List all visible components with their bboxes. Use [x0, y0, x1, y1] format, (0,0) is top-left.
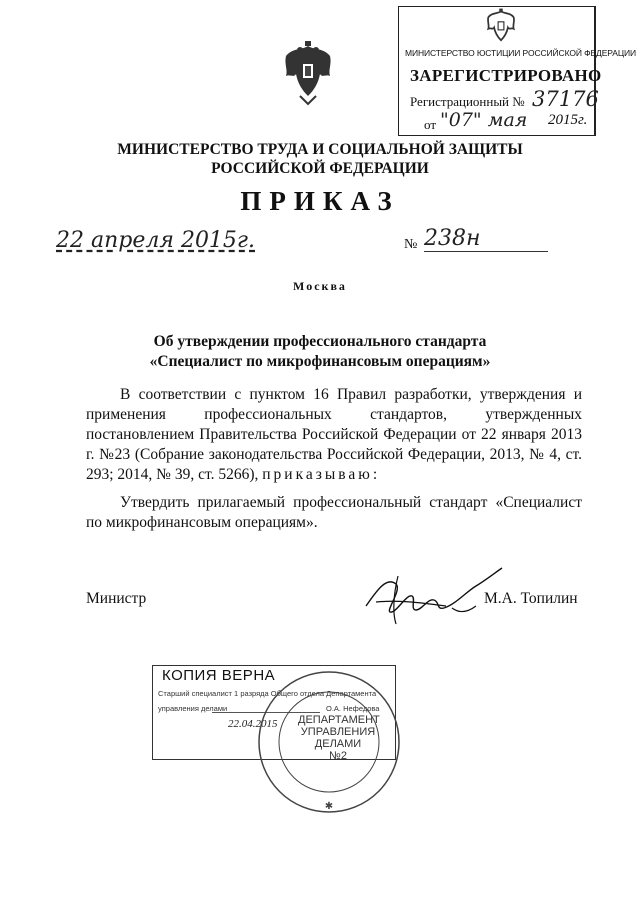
subject-line-1: Об утверждении профессионального стандарта [153, 333, 487, 350]
coat-of-arms-icon [278, 40, 338, 106]
stamp-date-value: "07" мая [440, 109, 528, 131]
seal-line-4: №2 [329, 750, 347, 762]
order-number-label: № [404, 237, 418, 252]
stamp-number-value: 37176 [532, 87, 599, 111]
body-paragraph-2 [86, 493, 582, 533]
stamp-number-label: Регистрационный № [410, 94, 525, 109]
body-paragraph-1 [86, 385, 582, 485]
svg-text:✱: ✱ [324, 801, 334, 812]
order-word: приказываю: [262, 466, 381, 483]
ministry-line-1: МИНИСТЕРСТВО ТРУДА И СОЦИАЛЬНОЙ ЗАЩИТЫ [117, 141, 523, 158]
signer-name: М.А. Топилин [484, 590, 578, 607]
stamp-date-label: от [424, 117, 437, 132]
seal-line-1: ДЕПАРТАМЕНТ [298, 714, 380, 726]
subject-line-2: «Специалист по микрофинансовым операциям» [149, 353, 491, 370]
order-number: 238н [424, 226, 548, 252]
seal-department-text [298, 714, 378, 762]
copy-stamp-name: О.А. Нефедова [326, 704, 380, 713]
order-subject [0, 332, 640, 372]
copy-stamp-position: Старший специалист 1 разряда Общего отдела Департамента [158, 689, 377, 698]
copy-stamp-department: управления делами [158, 704, 228, 713]
copy-stamp-title: КОПИЯ ВЕРНА [162, 667, 276, 684]
paragraph-1-text: В соответствии с пунктом 16 Правил разработки, утверждения и применения профессиональных стандартов, утвержденных постановлением Правительства Российской Федерации от 22 января 2013 г. №23 (Собрание законодательства Российской Федерации, 2013, № 4, ст. 293; 2014, № 39, ст. 5266), [86, 386, 582, 483]
city: Москва [293, 279, 347, 293]
seal-line-3: ДЕЛАМИ [314, 738, 362, 750]
order-date: 22 апреля 2015г. [56, 228, 256, 253]
ministry-line-2: РОССИЙСКОЙ ФЕДЕРАЦИИ [211, 160, 429, 177]
paragraph-2-text: Утвердить прилагаемый профессиональный стандарт «Специалист по микрофинансовым операциям». [86, 494, 582, 531]
document-type: ПРИКАЗ [240, 186, 400, 216]
stamp-ministry: МИНИСТЕРСТВО ЮСТИЦИИ РОССИЙСКОЙ ФЕДЕРАЦИИ [405, 48, 637, 58]
seal-line-2: УПРАВЛЕНИЯ [300, 726, 376, 738]
copy-stamp-date: 22.04.2015 [228, 718, 278, 730]
small-coat-of-arms-icon [482, 8, 520, 46]
ministry-title [0, 140, 640, 178]
stamp-year-value: 2015г. [548, 112, 588, 128]
stamp-status: ЗАРЕГИСТРИРОВАНО [410, 66, 602, 85]
signer-position: Министр [86, 590, 147, 607]
